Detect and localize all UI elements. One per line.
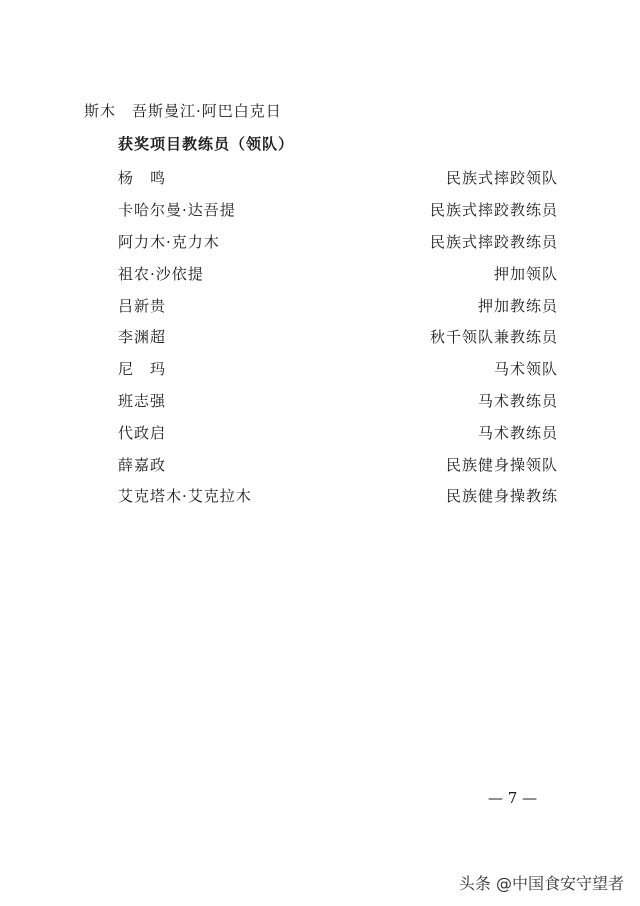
- coach-name: 代政启: [118, 423, 167, 442]
- coach-role: 民族式摔跤领队: [445, 169, 558, 188]
- coach-name: 班志强: [118, 391, 167, 410]
- coach-role: 押加教练员: [477, 296, 558, 315]
- coach-name: 杨 鸣: [118, 169, 167, 188]
- coach-role: 民族健身操教练: [445, 487, 558, 506]
- coach-role: 马术教练员: [477, 423, 558, 442]
- coach-role: 秋千领队兼教练员: [429, 328, 558, 347]
- coach-name: 祖农·沙依提: [118, 264, 204, 283]
- roster-row: [118, 448, 558, 480]
- coach-name: 艾克塔木·艾克拉木: [118, 487, 252, 506]
- roster-row: [118, 226, 558, 258]
- coach-name: 李渊超: [118, 328, 167, 347]
- coach-name: 尼 玛: [118, 360, 167, 379]
- continued-name-line: 斯木 吾斯曼江·阿巴白克日: [84, 102, 282, 120]
- roster-row: [118, 353, 558, 385]
- coach-role: 民族式摔跤教练员: [429, 232, 558, 251]
- coach-role: 押加领队: [493, 264, 558, 283]
- roster-row: [118, 289, 558, 321]
- roster-row: [118, 480, 558, 512]
- roster-row: [118, 416, 558, 448]
- roster-row: [118, 321, 558, 353]
- roster-row: [118, 385, 558, 417]
- coach-role: 马术教练员: [477, 391, 558, 410]
- watermark-text: 头条 @中国食安守望者: [458, 874, 624, 893]
- roster-row: [118, 257, 558, 289]
- coach-roster: [118, 162, 558, 512]
- coach-role: 马术领队: [493, 360, 558, 379]
- coach-name: 阿力木·克力木: [118, 232, 220, 251]
- page-number: — 7 —: [488, 789, 538, 807]
- coach-role: 民族健身操领队: [445, 455, 558, 474]
- section-title: 获奖项目教练员（领队）: [118, 135, 295, 153]
- coach-name: 吕新贵: [118, 296, 167, 315]
- coach-role: 民族式摔跤教练员: [429, 201, 558, 220]
- coach-name: 薛嘉政: [118, 455, 167, 474]
- roster-row: [118, 194, 558, 226]
- roster-row: [118, 162, 558, 194]
- coach-name: 卡哈尔曼·达吾提: [118, 201, 236, 220]
